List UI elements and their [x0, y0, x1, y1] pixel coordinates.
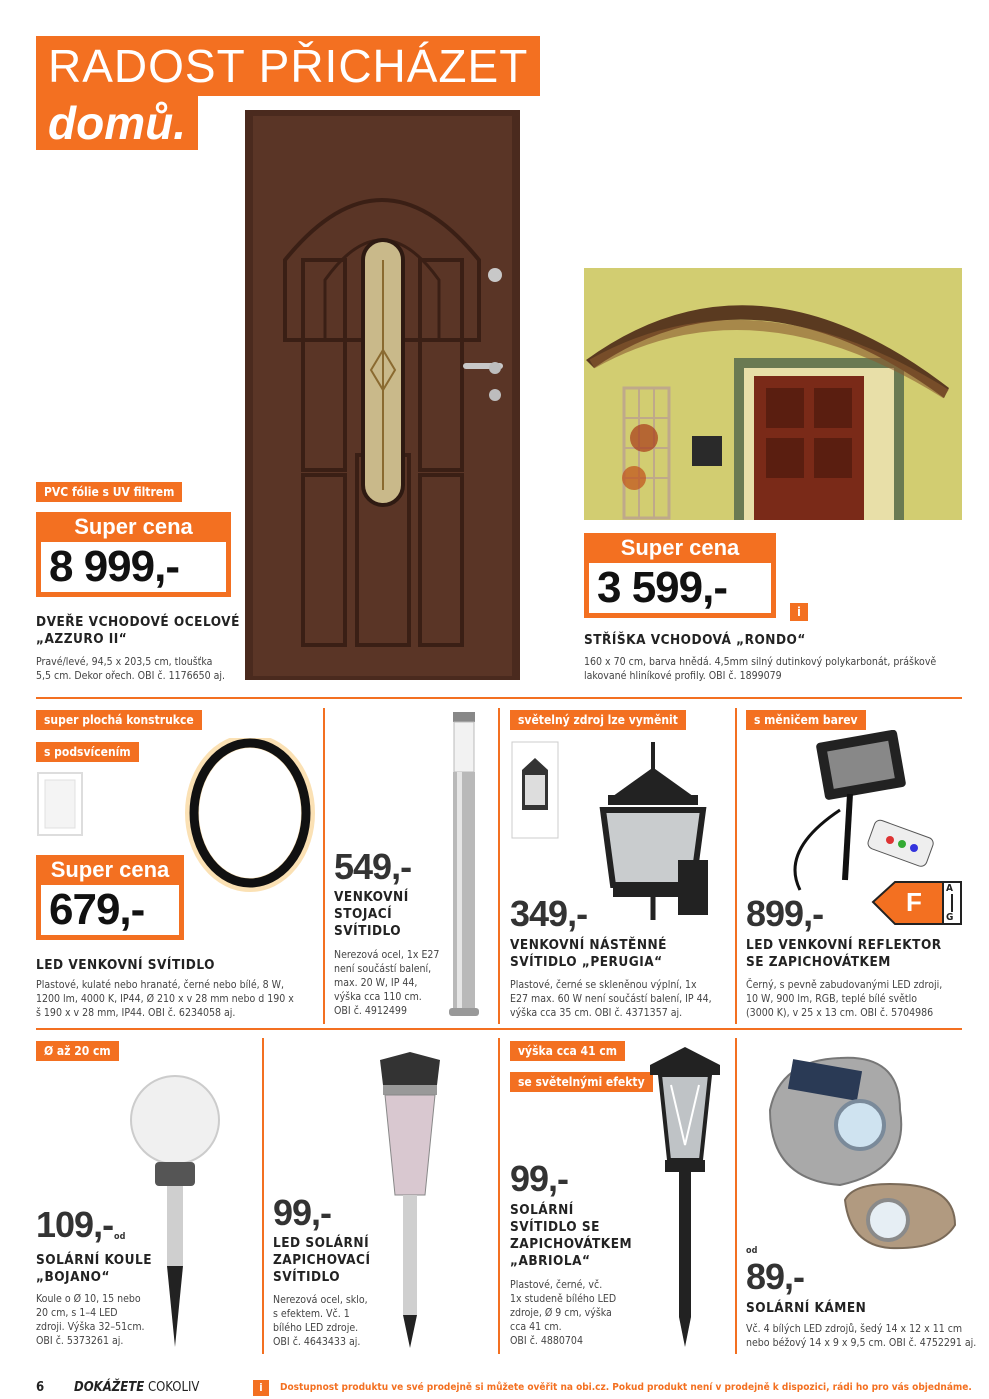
perugia-tag: světelný zdroj lze vyměnit: [510, 710, 686, 730]
abriola-title: [510, 1202, 632, 1270]
reflector-desc-line1: Černý, s pevně zabudovanými LED zdroji,: [746, 979, 943, 991]
door-desc: [36, 655, 225, 683]
reflector-title-line2: SE ZAPICHOVÁTKEM: [746, 954, 891, 970]
abriola-desc-line1: Plastové, černé, vč.: [510, 1279, 603, 1291]
stone-desc-line2: nebo béžový 14 x 9 x 9,5 cm. OBI č. 4752291 aj.: [746, 1337, 977, 1349]
canopy-desc: [584, 655, 936, 683]
door-title-line1: DVEŘE VCHODOVÉ OCELOVÉ: [36, 614, 240, 630]
door-image: [245, 110, 520, 680]
stake-light-desc: [273, 1293, 368, 1349]
headline-line1: RADOST PŘICHÁZET: [36, 36, 540, 96]
reflector-tag: s měničem barev: [746, 710, 866, 730]
stone-od: od: [746, 1246, 758, 1256]
perugia-desc-line3: výška cca 35 cm. OBI č. 4371357 aj.: [510, 1007, 683, 1019]
stake-light-desc-line3: bílého LED zdroje.: [273, 1322, 359, 1334]
wall-light-tag1: super plochá konstrukce: [36, 710, 202, 730]
bojano-desc-line3: zdroji. Výška 32–51cm.: [36, 1321, 145, 1333]
wall-light-desc: [36, 978, 294, 1020]
reflector-desc-line3: (3000 K), v 25 x 13 cm. OBI č. 5704986: [746, 1007, 934, 1019]
divider-v1: [323, 708, 325, 1024]
divider-row3: [36, 1028, 962, 1030]
bojano-tag: Ø až 20 cm: [36, 1041, 119, 1061]
canopy-super-cena: Super cena: [584, 533, 776, 563]
stake-light-title-line1: LED SOLÁRNÍ: [273, 1235, 370, 1251]
abriola-desc-line2: 1x studeně bílého LED: [510, 1293, 617, 1305]
bojano-od: od: [114, 1232, 126, 1242]
perugia-title: [510, 937, 667, 971]
canopy-desc-line2: lakované hliníkové profily. OBI č. 1899079: [584, 670, 782, 682]
abriola-tag2: se světelnými efekty: [510, 1072, 653, 1092]
reflector-title: [746, 937, 942, 971]
wall-light-title: LED VENKOVNÍ SVÍTIDLO: [36, 957, 215, 973]
door-price-box: [36, 512, 231, 597]
door-tag: PVC fólie s UV filtrem: [36, 482, 182, 502]
footer-note: Dostupnost produktu ve své prodejně si můžete ověřit na obi.cz. Pokud produkt není v prodejně k dispozici, rádi ho pro vás objednáme.: [280, 1382, 972, 1393]
stake-light-price: 99,-: [273, 1192, 332, 1233]
standing-light-desc-line4: výška cca 110 cm.: [334, 991, 422, 1003]
reflector-desc-line2: 10 W, 900 lm, RGB, teplé bílé světlo: [746, 993, 918, 1005]
wall-light-desc-line3: š 190 x v 28 mm, IP44. OBI č. 6234058 aj.: [36, 1007, 236, 1019]
stone-image: [760, 1050, 960, 1250]
stake-light-title: [273, 1235, 370, 1286]
stake-light-desc-line1: Nerezová ocel, sklo,: [273, 1294, 368, 1306]
footer-info-icon: i: [253, 1380, 269, 1396]
abriola-title-line3: ZAPICHOVÁTKEM: [510, 1236, 633, 1252]
wall-light-price: 679,-: [41, 885, 179, 935]
stake-light-image: [375, 1050, 445, 1350]
standing-light-desc: [334, 948, 439, 1018]
bojano-title: [36, 1252, 152, 1286]
bojano-title-line1: SOLÁRNÍ KOULE: [36, 1252, 152, 1268]
bojano-title-line2: „BOJANO“: [36, 1269, 110, 1285]
abriola-desc: [510, 1278, 616, 1348]
wall-light-super-cena: Super cena: [36, 855, 184, 885]
standing-light-title: [334, 889, 409, 940]
standing-light-desc-line3: max. 20 W, IP 44,: [334, 977, 418, 989]
stone-title: SOLÁRNÍ KÁMEN: [746, 1300, 867, 1316]
perugia-desc-line2: E27 max. 60 W není součástí balení, IP 44,: [510, 993, 712, 1005]
standing-light-desc-line2: není součástí balení,: [334, 963, 432, 975]
bojano-desc-line1: Koule o Ø 10, 15 nebo: [36, 1293, 141, 1305]
wall-light-price-box: [36, 855, 184, 940]
divider-v3: [735, 708, 737, 1024]
canopy-image: [584, 268, 962, 520]
stake-light-desc-line4: OBI č. 4643433 aj.: [273, 1336, 361, 1348]
page-number: 6: [36, 1380, 45, 1395]
abriola-image: [645, 1045, 725, 1350]
standing-light-desc-line5: OBI č. 4912499: [334, 1005, 407, 1017]
abriola-desc-line4: cca 41 cm.: [510, 1321, 562, 1333]
standing-light-desc-line1: Nerezová ocel, 1x E27: [334, 949, 440, 961]
perugia-title-line1: VENKOVNÍ NÁSTĚNNÉ: [510, 937, 667, 953]
canopy-price: 3 599,-: [589, 563, 771, 613]
canopy-price-box: [584, 533, 776, 618]
stone-price: 89,-: [746, 1256, 805, 1297]
abriola-price: 99,-: [510, 1158, 569, 1199]
divider-v2: [498, 708, 500, 1024]
abriola-desc-line5: OBI č. 4880704: [510, 1335, 583, 1347]
energy-scale-bottom: G: [946, 912, 954, 923]
standing-light-image: [445, 710, 485, 1020]
abriola-title-line4: „ABRIOLA“: [510, 1253, 591, 1269]
stake-light-title-line3: SVÍTIDLO: [273, 1269, 341, 1285]
stone-desc-line1: Vč. 4 bílých LED zdrojů, šedý 14 x 12 x 11 cm: [746, 1323, 963, 1335]
standing-light-title-line1: VENKOVNÍ: [334, 889, 409, 905]
canopy-title: STŘÍŠKA VCHODOVÁ „RONDO“: [584, 632, 806, 648]
door-title: [36, 614, 240, 648]
reflector-image: [760, 730, 950, 900]
door-desc-line2: 5,5 cm. Dekor ořech. OBI č. 1176650 aj.: [36, 670, 226, 682]
stake-light-desc-line2: s efektem. Vč. 1: [273, 1308, 350, 1320]
divider-row2: [36, 697, 962, 699]
reflector-price: 899,-: [746, 893, 824, 934]
reflector-title-line1: LED VENKOVNÍ REFLEKTOR: [746, 937, 942, 953]
wall-light-desc-line1: Plastové, kulaté nebo hranaté, černé nebo bílé, 8 W,: [36, 979, 284, 991]
divider-v4: [262, 1038, 264, 1354]
footer-brand-light: COKOLIV: [147, 1380, 200, 1395]
canopy-desc-line1: 160 x 70 cm, barva hnědá. 4,5mm silný dutinkový polykarbonát, práškově: [584, 656, 937, 668]
reflector-desc: [746, 978, 942, 1020]
bojano-desc-line2: 20 cm, s 1–4 LED: [36, 1307, 118, 1319]
standing-light-title-line2: STOJACÍ: [334, 906, 393, 922]
canopy-info-icon[interactable]: i: [790, 603, 808, 621]
door-title-line2: „AZZURO II“: [36, 631, 128, 647]
bojano-price: 109,-: [36, 1204, 114, 1245]
standing-light-price: 549,-: [334, 846, 412, 887]
standing-light-title-line3: SVÍTIDLO: [334, 923, 402, 939]
door-desc-line1: Pravé/levé, 94,5 x 203,5 cm, tloušťka: [36, 656, 213, 668]
bojano-desc-line4: OBI č. 5373261 aj.: [36, 1335, 124, 1347]
perugia-title-line2: SVÍTIDLO „PERUGIA“: [510, 954, 663, 970]
abriola-desc-line3: zdroje, Ø 9 cm, výška: [510, 1307, 612, 1319]
wall-light-tag2: s podsvícením: [36, 742, 139, 762]
energy-class: F: [906, 887, 922, 917]
perugia-desc: [510, 978, 712, 1020]
stake-light-title-line2: ZAPICHOVACÍ: [273, 1252, 371, 1268]
wall-light-desc-line2: 1200 lm, 4000 K, IP44, Ø 210 x v 28 mm nebo d 190 x: [36, 993, 294, 1005]
abriola-title-line2: SVÍTIDLO SE: [510, 1219, 600, 1235]
stone-desc: [746, 1322, 976, 1350]
headline-line2: domů.: [36, 96, 198, 150]
energy-scale-top: A: [946, 883, 953, 894]
perugia-desc-line1: Plastové, černé se skleněnou výplní, 1x: [510, 979, 697, 991]
door-price: 8 999,-: [41, 542, 226, 592]
footer-brand-bold: DOKÁŽETE: [74, 1380, 145, 1395]
abriola-title-line1: SOLÁRNÍ: [510, 1202, 574, 1218]
perugia-price: 349,-: [510, 893, 588, 934]
footer-brand: [74, 1380, 199, 1395]
abriola-tag1: výška cca 41 cm: [510, 1041, 625, 1061]
divider-v5: [498, 1038, 500, 1354]
bojano-desc: [36, 1292, 145, 1348]
door-super-cena: Super cena: [36, 512, 231, 542]
divider-v6: [735, 1038, 737, 1354]
